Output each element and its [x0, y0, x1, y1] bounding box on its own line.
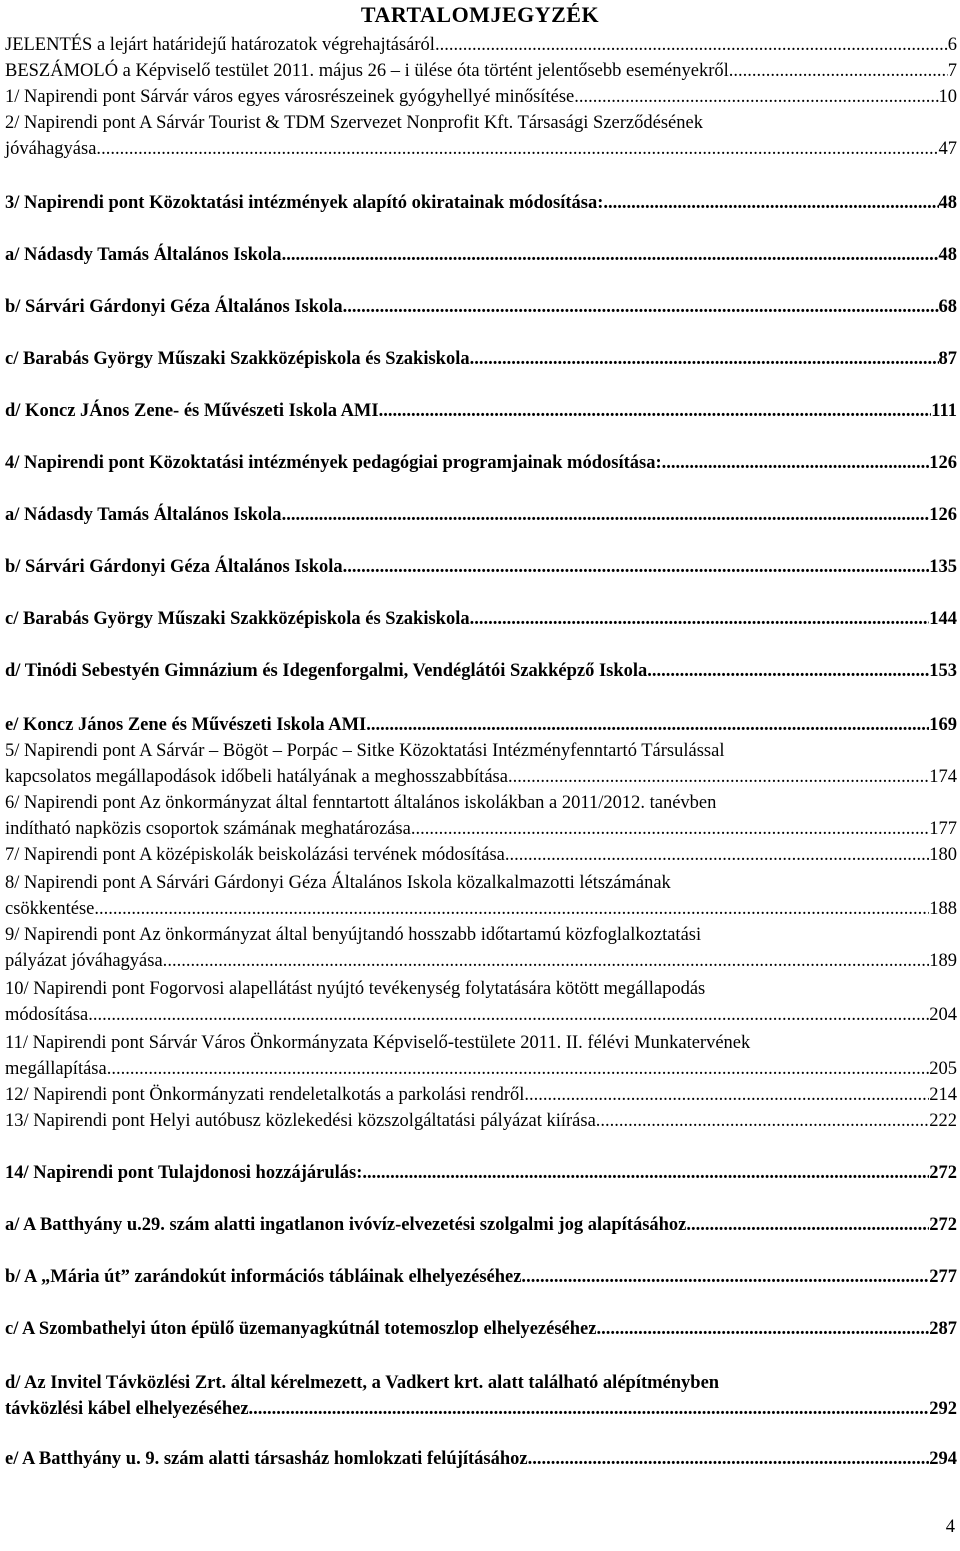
- toc-entry: [5, 242, 957, 268]
- toc-entry-line: [5, 1160, 957, 1186]
- toc-entry-title: BESZÁMOLÓ a Képviselő testület 2011. május 26 – i ülése óta történt jelentősebb eseményekről: [5, 61, 729, 81]
- toc-entry-line: [5, 398, 957, 424]
- toc-entry: [5, 84, 957, 110]
- dot-leader: [93, 1002, 929, 1028]
- toc-entry-page: 177: [929, 819, 957, 839]
- toc-entry-page: 47: [938, 139, 957, 159]
- toc-entry: [5, 1082, 957, 1108]
- dot-leader: [253, 1396, 929, 1422]
- toc-entry-first-line: 2/ Napirendi pont A Sárvár Tourist & TDM Szervezet Nonprofit Kft. Társasági Szerződésének: [5, 113, 703, 133]
- toc-entry: [5, 922, 957, 974]
- toc-entry: [5, 738, 957, 790]
- dot-leader: [526, 1264, 929, 1290]
- toc-entry-page: 153: [929, 661, 957, 681]
- dot-leader: [362, 1160, 929, 1186]
- dot-leader: [603, 190, 938, 216]
- toc-entry: [5, 1370, 957, 1422]
- toc-entry-line: [5, 502, 957, 528]
- dot-leader: [647, 658, 929, 684]
- dot-leader: [415, 816, 929, 842]
- toc-entry-page: 126: [929, 453, 957, 473]
- toc-entry: [5, 32, 957, 58]
- toc-entry-line: [5, 84, 957, 110]
- toc-entry-title: e/ A Batthyány u. 9. szám alatti társasház homlokzati felújításához.: [5, 1449, 533, 1469]
- toc-entry-line: [5, 816, 957, 842]
- toc-entry-page: 48: [938, 193, 957, 213]
- toc-entry: [5, 1316, 957, 1342]
- toc-entry-line: [5, 712, 957, 738]
- toc-entry: [5, 712, 957, 738]
- toc-entry-title: b/ Sárvári Gárdonyi Géza Általános Iskola: [5, 557, 343, 577]
- toc-entry-title: 7/ Napirendi pont A középiskolák beiskolázási tervének módosítása.: [5, 845, 510, 865]
- toc-entry-first-line: 5/ Napirendi pont A Sárvár – Bögöt – Porpác – Sitke Közoktatási Intézményfenntartó Társulással: [5, 741, 725, 761]
- toc-entry-first-line: 9/ Napirendi pont Az önkormányzat által benyújtandó hosszabb időtartamú közfoglalkoztatási: [5, 925, 702, 945]
- toc-entry-page: 222: [929, 1111, 957, 1131]
- toc-entry-line: [5, 658, 957, 684]
- toc-entry-page: 68: [938, 297, 957, 317]
- toc-entry-title: e/ Koncz János Zene és Művészeti Iskola AMI: [5, 715, 367, 735]
- dot-leader: [691, 1212, 929, 1238]
- dot-leader: [470, 346, 939, 372]
- toc-entry-page: 7: [947, 61, 957, 81]
- dot-leader: [529, 1082, 929, 1108]
- toc-entry-page: 180: [929, 845, 957, 865]
- toc-entry: [5, 294, 957, 320]
- toc-entry-line: [5, 32, 957, 58]
- toc-entry-page: 174: [929, 767, 957, 787]
- dot-leader: [513, 764, 930, 790]
- toc-entry-line: [5, 1212, 957, 1238]
- toc-entry-page: 272: [929, 1215, 957, 1235]
- dot-leader: [282, 242, 939, 268]
- toc-entry-first-line: 11/ Napirendi pont Sárvár Város Önkormányzata Képviselő-testülete 2011. II. félévi Munkatervének: [5, 1033, 751, 1053]
- toc-entry-line: [5, 554, 957, 580]
- toc-entry-page: 277: [929, 1267, 957, 1287]
- toc-entry: [5, 1030, 957, 1082]
- toc-entry-title: jóváhagyása.: [5, 139, 102, 159]
- toc-entry-title: c/ Barabás György Műszaki Szakközépiskola és Szakiskola: [5, 349, 470, 369]
- toc-entry-first-line: d/ Az Invitel Távközlési Zrt. által kérelmezett, a Vadkert krt. alatt található alépítményben: [5, 1373, 720, 1393]
- toc-entry-title: b/ Sárvári Gárdonyi Géza Általános Iskola: [5, 297, 343, 317]
- dot-leader: [662, 450, 930, 476]
- toc-entry-title: d/ Koncz JÁnos Zene- és Művészeti Iskola AMI: [5, 401, 379, 421]
- dot-leader: [366, 712, 929, 738]
- toc-entry: [5, 110, 957, 162]
- toc-entry-line: [5, 1396, 957, 1422]
- dot-leader: [343, 294, 939, 320]
- toc-entry: [5, 870, 957, 922]
- toc-entry-line: [5, 948, 957, 974]
- toc-entry-line: [5, 294, 957, 320]
- toc-entry-line: [5, 764, 957, 790]
- toc-entry-page: 48: [938, 245, 957, 265]
- toc-entry-title: c/ A Szombathelyi úton épülő üzemanyagkútnál totemoszlop elhelyezéséhez.: [5, 1319, 602, 1339]
- toc-entry-title: 4/ Napirendi pont Közoktatási intézmények pedagógiai programjainak módosítása:: [5, 453, 662, 473]
- toc-entry-line: [5, 190, 957, 216]
- toc-entry-title: 14/ Napirendi pont Tulajdonosi hozzájárulás:: [5, 1163, 363, 1183]
- toc-entry-title: módosítása.: [5, 1005, 93, 1025]
- toc-entry-line: [5, 1056, 957, 1082]
- toc-entry-page: 189: [929, 951, 957, 971]
- dot-leader: [379, 398, 932, 424]
- toc-entry-page: 6: [947, 35, 957, 55]
- toc-entry-line: [5, 346, 957, 372]
- toc-entry-line: [5, 1108, 957, 1134]
- toc-entry-title: a/ A Batthyány u.29. szám alatti ingatlanon ivóvíz-elvezetési szolgalmi jog alapításához.: [5, 1215, 692, 1235]
- dot-leader: [111, 1056, 929, 1082]
- toc-entry-first-line: 6/ Napirendi pont Az önkormányzat által fenntartott általános iskolákban a 2011/2012. tanévben: [5, 793, 717, 813]
- toc-entry-page: 169: [929, 715, 957, 735]
- dot-leader: [601, 1316, 929, 1342]
- toc-entry: [5, 976, 957, 1028]
- toc-entry-line: [5, 1446, 957, 1472]
- dot-leader: [729, 58, 948, 84]
- toc-entry-page: 272: [929, 1163, 957, 1183]
- dot-leader: [510, 842, 930, 868]
- dot-leader: [435, 32, 948, 58]
- toc-entry: [5, 1160, 957, 1186]
- toc-entry-first-line: 10/ Napirendi pont Fogorvosi alapellátást nyújtó tevékenység folytatására kötött megállapodás: [5, 979, 706, 999]
- toc-entry-page: 144: [929, 609, 957, 629]
- toc-entry-title: 3/ Napirendi pont Közoktatási intézmények alapító okiratainak módosítása:: [5, 193, 604, 213]
- toc-entry-title: 1/ Napirendi pont Sárvár város egyes városrészeinek gyógyhellyé minősítése.: [5, 87, 579, 107]
- toc-entry-title: kapcsolatos megállapodások időbeli hatályának a meghosszabbítása.: [5, 767, 513, 787]
- toc-entry-title: a/ Nádasdy Tamás Általános Iskola: [5, 505, 282, 525]
- dot-leader: [282, 502, 930, 528]
- toc-entry-line: [5, 58, 957, 84]
- toc-entry-page: 287: [929, 1319, 957, 1339]
- toc-entry-title: csökkentése: [5, 899, 95, 919]
- toc-entry-page: 214: [929, 1085, 957, 1105]
- toc-entry-title: c/ Barabás György Műszaki Szakközépiskola és Szakiskola: [5, 609, 470, 629]
- toc-entry-page: 135: [929, 557, 957, 577]
- dot-leader: [596, 1108, 929, 1134]
- toc-entry-page: 292: [929, 1399, 957, 1419]
- dot-leader: [470, 606, 930, 632]
- toc-entry-page: 205: [929, 1059, 957, 1079]
- toc-entry-title: pályázat jóváhagyása.: [5, 951, 168, 971]
- toc-entry-line: [5, 242, 957, 268]
- toc-entry-page: 10: [938, 87, 957, 107]
- toc-entry: [5, 790, 957, 842]
- dot-leader: [167, 948, 929, 974]
- toc-entry: [5, 450, 957, 476]
- toc-entry-page: 126: [929, 505, 957, 525]
- toc-entry-line: [5, 896, 957, 922]
- toc-entry-page: 111: [931, 401, 957, 421]
- toc-entry: [5, 1108, 957, 1134]
- toc-entry-line: [5, 450, 957, 476]
- toc-entry: [5, 554, 957, 580]
- toc-title: TARTALOMJEGYZÉK: [360, 2, 600, 27]
- toc-entry-title: megállapítása.: [5, 1059, 112, 1079]
- toc-entry-line: [5, 136, 957, 162]
- toc-entry: [5, 190, 957, 216]
- toc-entry-line: [5, 1264, 957, 1290]
- toc-entry-line: [5, 1002, 957, 1028]
- dot-leader: [343, 554, 930, 580]
- toc-entry: [5, 606, 957, 632]
- toc-entry-page: 188: [929, 899, 957, 919]
- toc-entry: [5, 1212, 957, 1238]
- toc-entry-first-line: 8/ Napirendi pont A Sárvári Gárdonyi Géza Általános Iskola közalkalmazotti létszámának: [5, 873, 671, 893]
- dot-leader: [532, 1446, 929, 1472]
- toc-entry-line: [5, 1316, 957, 1342]
- toc-entry-page: 204: [929, 1005, 957, 1025]
- toc-entry-line: [5, 1082, 957, 1108]
- toc-entry-line: [5, 606, 957, 632]
- toc-entry: [5, 1446, 957, 1472]
- toc-entry: [5, 502, 957, 528]
- toc-entry: [5, 346, 957, 372]
- toc-entry-page: 294: [929, 1449, 957, 1469]
- dot-leader: [101, 136, 938, 162]
- toc-entry-title: JELENTÉS a lejárt határidejű határozatok végrehajtásáról: [5, 35, 435, 55]
- toc-entry: [5, 58, 957, 84]
- toc-entry-title: indítható napközis csoportok számának meghatározása.: [5, 819, 416, 839]
- toc-entry-page: 87: [938, 349, 957, 369]
- toc-entry-title: 13/ Napirendi pont Helyi autóbusz közlekedési közszolgáltatási pályázat kiírása: [5, 1111, 596, 1131]
- toc-entry: [5, 658, 957, 684]
- toc-entry: [5, 842, 957, 868]
- toc-entry: [5, 1264, 957, 1290]
- toc-entry-title: távközlési kábel elhelyezéséhez.: [5, 1399, 254, 1419]
- dot-leader: [94, 896, 929, 922]
- toc-entry-title: d/ Tinódi Sebestyén Gimnázium és Idegenforgalmi, Vendéglátói Szakképző Iskola: [5, 661, 648, 681]
- toc-entry-title: 12/ Napirendi pont Önkormányzati rendeletalkotás a parkolási rendről.: [5, 1085, 529, 1105]
- toc-entry: [5, 398, 957, 424]
- toc-entry-title: b/ A „Mária út” zarándokút információs tábláinak elhelyezéséhez.: [5, 1267, 527, 1287]
- toc-entry-title: a/ Nádasdy Tamás Általános Iskola: [5, 245, 282, 265]
- dot-leader: [579, 84, 939, 110]
- page-number: 4: [945, 1517, 955, 1537]
- toc-entry-line: [5, 842, 957, 868]
